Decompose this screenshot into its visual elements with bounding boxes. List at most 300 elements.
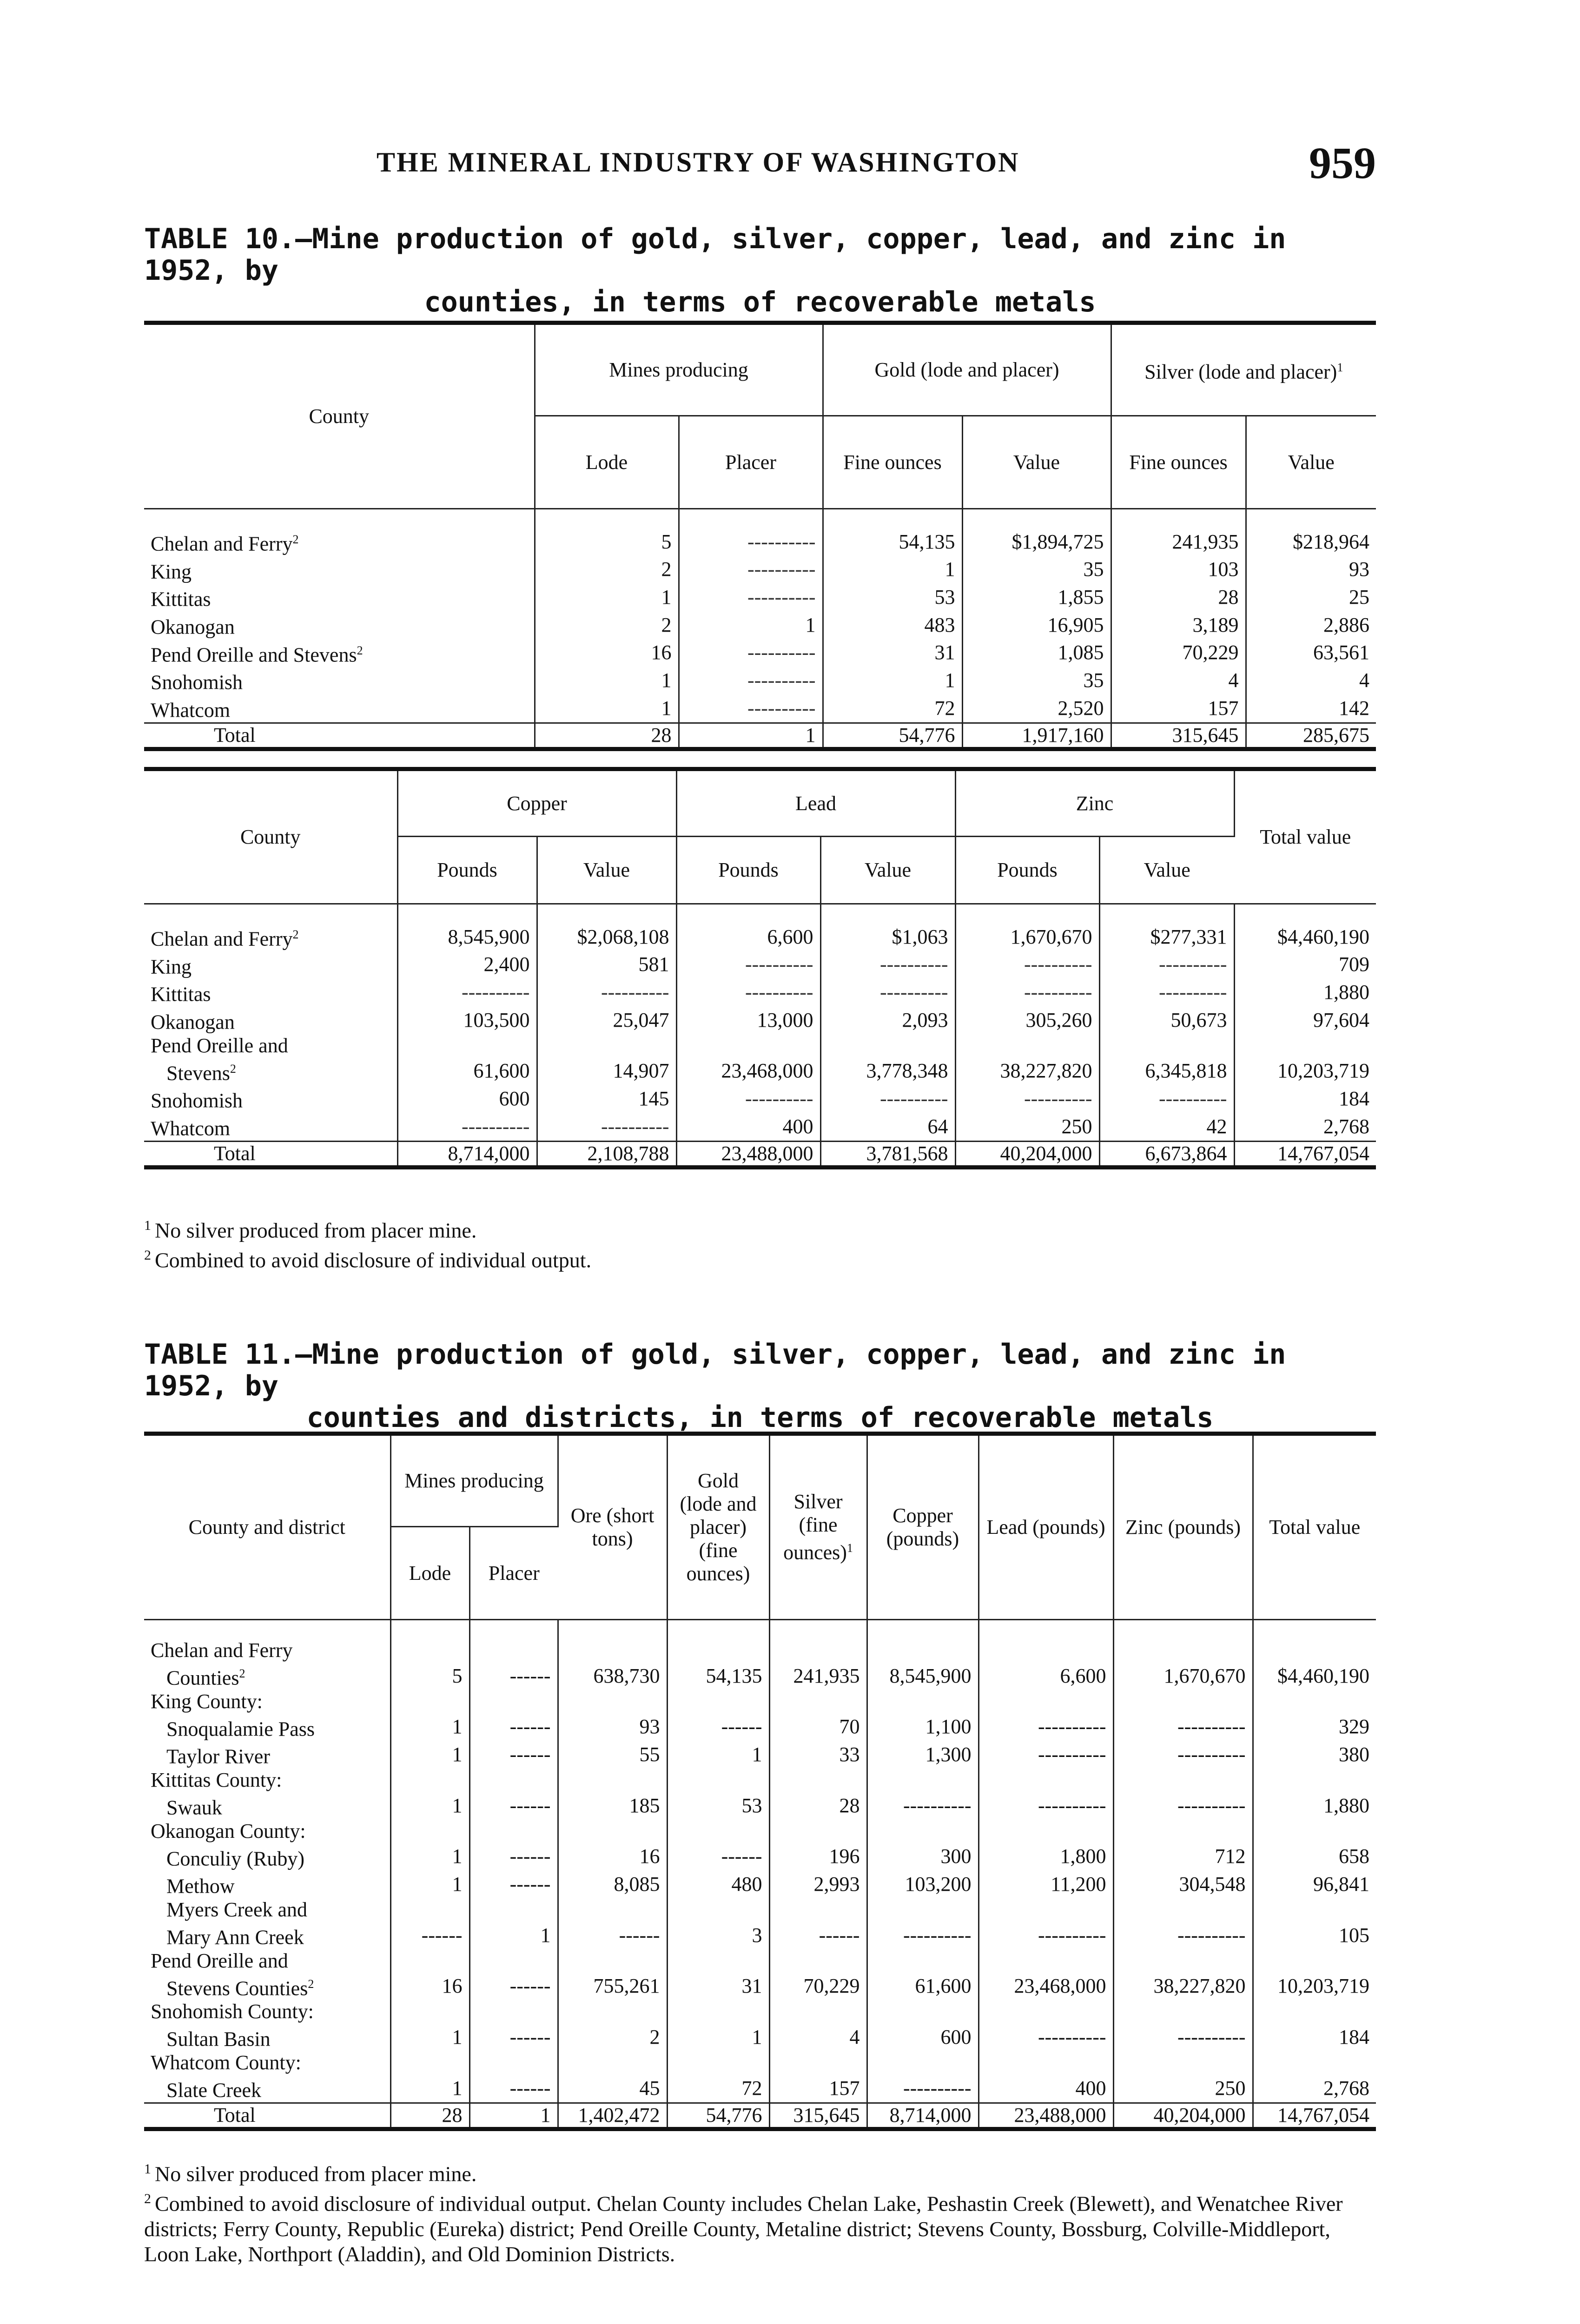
cell-gold: 480 [667,1870,769,1898]
cell-silver [769,1690,867,1713]
table-row [144,2051,1376,2074]
cell-lead [978,1639,1113,1662]
total-silver-value: 285,675 [1246,723,1376,749]
cell-lead [978,2051,1113,2074]
table11-caption-line2: counties and districts, in terms of recoverable metals [306,1401,1214,1434]
cell-ore [558,1769,667,1792]
cell-zinc [1113,1820,1253,1843]
lead-pounds: 6,600 [676,923,820,951]
cell-copper: 8,545,900 [867,1662,978,1690]
cell-lead [978,1949,1113,1973]
total-value: 1,880 [1323,981,1370,1004]
table-row [144,1949,1376,1973]
cell-ore [558,1820,667,1843]
cell-ore [558,1639,667,1662]
total-label: Total [144,2103,390,2129]
cell-total: $4,460,190 [1277,1664,1369,1687]
cell-ore [558,2000,667,2023]
cell-zinc: ---------- [1113,2023,1253,2051]
district-name: Chelan and Ferry [144,1639,390,1662]
cell-gold: 31 [667,1973,769,2000]
t10-gold-header: Gold (lode and placer) [823,323,1111,416]
district-name: King County: [144,1690,390,1713]
cell-copper [867,2000,978,2023]
table-row [144,1898,1376,1921]
cell-placer [469,1690,558,1713]
t10b-total-value-header: Total value [1234,769,1376,904]
total-lead: 23,488,000 [978,2103,1113,2129]
lead-pounds: 13,000 [676,1006,820,1034]
cell-lode [390,1639,469,1662]
lode-count: 5 [535,528,679,556]
t10-silver-header [1111,323,1376,416]
cell-lode: 1 [390,1792,469,1820]
cell-copper: 61,600 [867,1973,978,2000]
table-row [144,1085,1376,1113]
total-row [144,1141,1376,1167]
t11-lead-header: Lead (pounds) [978,1434,1113,1620]
silver-ounces: 70,229 [1111,639,1246,667]
gold-value: 1,855 [962,583,1111,611]
lode-count: 2 [535,611,679,639]
total-copper-value: 2,108,788 [537,1141,676,1167]
cell-lode [390,1898,469,1921]
t10-gold-oz-header: Fine ounces [823,416,962,509]
cell-gold [667,1898,769,1921]
cell-lead: ---------- [978,1792,1113,1820]
t10b-cu-pounds: Pounds [397,837,537,904]
copper-pounds: ---------- [397,1113,537,1141]
lead-value: ---------- [820,1085,955,1113]
county-name: King [144,951,397,979]
cell-ore: 638,730 [558,1662,667,1690]
cell-lode [390,1769,469,1792]
cell-gold: ------ [667,1713,769,1741]
cell-lead: 400 [978,2074,1113,2103]
cell-placer [469,1639,558,1662]
cell-ore [558,2051,667,2074]
cell-placer: ------ [469,1662,558,1690]
district-name: Kittitas County: [144,1769,390,1792]
cell-placer [469,2000,558,2023]
table-row [144,1713,1376,1741]
total-row [144,723,1376,749]
cell-copper [867,1639,978,1662]
cell-total [1253,1639,1376,1662]
table-row [144,2074,1376,2103]
cell-lode [390,1690,469,1713]
table-row [144,639,1376,667]
cell-copper: ---------- [867,1921,978,1949]
cell-total: 2,768 [1323,2076,1369,2100]
table11-body [144,1620,1376,2129]
zinc-pounds: ---------- [955,951,1099,979]
cell-gold: 54,135 [667,1662,769,1690]
running-title: THE MINERAL INDUSTRY OF WASHINGTON [377,147,1020,178]
county-name: King [144,556,535,584]
district-name: Sultan Basin [144,2023,390,2051]
zinc-pounds: 38,227,820 [955,1057,1099,1085]
gold-value: 1,085 [962,639,1111,667]
table-row [144,1769,1376,1792]
cell-lode: 1 [390,1741,469,1769]
cell-lead: ---------- [978,1741,1113,1769]
cell-gold [667,2000,769,2023]
total-total: 14,767,054 [1253,2103,1376,2129]
cell-gold: ------ [667,1843,769,1871]
cell-gold: 53 [667,1792,769,1820]
district-name: Conculiy (Ruby) [144,1843,390,1871]
total-label: Total [144,1141,397,1167]
t10b-zn-value: Value [1099,837,1234,904]
t10b-cu-value: Value [537,837,676,904]
total-silver: 315,645 [769,2103,867,2129]
total-label: Total [144,723,535,749]
gold-value: 2,520 [962,694,1111,723]
cell-silver [769,1898,867,1921]
zinc-value: $277,331 [1099,923,1234,951]
total-value: 10,203,719 [1277,1059,1370,1083]
table-row [144,1639,1376,1662]
cell-gold [667,1820,769,1843]
cell-silver [769,2000,867,2023]
county-name: Snohomish [144,667,535,694]
silver-ounces: 241,935 [1111,528,1246,556]
copper-pounds: 8,545,900 [397,923,537,951]
cell-lead [978,1898,1113,1921]
cell-ore: 93 [558,1713,667,1741]
cell-lead: 23,468,000 [978,1973,1113,2000]
county-name: Snohomish [144,1085,397,1113]
total-gold-value: 1,917,160 [962,723,1111,749]
table-row [144,1741,1376,1769]
zinc-value: ---------- [1099,951,1234,979]
lead-pounds: ---------- [676,951,820,979]
t10b-zinc-header: Zinc [955,769,1234,837]
district-name: Whatcom County: [144,2051,390,2074]
district-name: Pend Oreille and [144,1949,390,1973]
page-number: 959 [1309,138,1376,188]
cell-gold: 1 [667,2023,769,2051]
cell-lode: 5 [390,1662,469,1690]
total-zinc-pounds: 40,204,000 [955,1141,1099,1167]
district-name: Taylor River [144,1741,390,1769]
cell-ore [558,1898,667,1921]
table-row [144,1057,1376,1085]
table10-caption-line1: TABLE 10.—Mine production of gold, silver, copper, lead, and zinc in 1952, by [144,223,1286,287]
t10-silver-oz-header: Fine ounces [1111,416,1246,509]
cell-zinc [1113,1690,1253,1713]
placer-count: 1 [679,611,823,639]
cell-lead: 11,200 [978,1870,1113,1898]
lead-value: 3,778,348 [820,1057,955,1085]
table-row [144,1006,1376,1034]
lead-pounds: ---------- [676,1085,820,1113]
t10b-county-header: County [144,769,397,904]
cell-total: 10,203,719 [1277,1974,1369,1998]
cell-copper [867,1690,978,1713]
total-lead-pounds: 23,488,000 [676,1141,820,1167]
table-row [144,1034,1376,1057]
cell-gold [667,2051,769,2074]
t10-silver-fn: 1 [1337,361,1343,375]
table11-caption [144,1339,1376,1433]
silver-ounces: 4 [1111,667,1246,694]
cell-silver: 33 [769,1741,867,1769]
cell-placer [469,1769,558,1792]
table-row [144,2023,1376,2051]
district-name: Myers Creek and [144,1898,390,1921]
cell-silver: 241,935 [769,1662,867,1690]
cell-zinc [1113,1769,1253,1792]
table11-footnotes [144,2157,1376,2267]
table-row [144,528,1376,556]
copper-pounds: 600 [397,1085,537,1113]
total-lode: 28 [535,723,679,749]
cell-lead: ---------- [978,1921,1113,1949]
t11-county-header: County and district [144,1434,390,1620]
placer-count: ---------- [679,528,823,556]
cell-silver: 70 [769,1713,867,1741]
placer-count: ---------- [679,667,823,694]
cell-total [1253,1690,1376,1713]
cell-zinc: ---------- [1113,1741,1253,1769]
cell-placer: ------ [469,1870,558,1898]
county-name: Kittitas [144,978,397,1006]
copper-value: ---------- [537,978,676,1006]
county-name: Whatcom [144,694,535,723]
cell-placer: 1 [469,1921,558,1949]
total-total-value: 14,767,054 [1234,1141,1376,1167]
cell-copper: ---------- [867,1792,978,1820]
cell-total [1253,1949,1376,1973]
t10b-pb-value: Value [820,837,955,904]
cell-ore: 16 [558,1843,667,1871]
total-value: 709 [1339,953,1370,976]
cell-lode: ------ [390,1921,469,1949]
footnote: $^2$ Combined to avoid disclosure of individual output. Chelan County includes Chelan Lake, Peshastin Creek (Blewett), and Wenatchee River districts; Ferry County, Republic (Eureka) district; Pend Oreille County, Metaline district; Stevens County, Bossburg, Colville-Middleport, Loon Lake, Northport (Aladdin), and Old Dominion Districts. [144,2191,1343,2266]
total-lode: 28 [390,2103,469,2129]
total-gold: 54,776 [667,2103,769,2129]
table-row [144,556,1376,584]
table10-footnotes [144,1213,1376,1273]
cell-copper: 1,100 [867,1713,978,1741]
total-value: 2,768 [1323,1115,1370,1138]
gold-ounces: 72 [823,694,962,723]
table-row [144,1662,1376,1690]
cell-ore: ------ [558,1921,667,1949]
placer-count: ---------- [679,583,823,611]
silver-value: 4 [1359,669,1369,692]
copper-value: $2,068,108 [537,923,676,951]
copper-pounds: 2,400 [397,951,537,979]
placer-count: ---------- [679,639,823,667]
placer-count: ---------- [679,694,823,723]
cell-silver [769,1820,867,1843]
t11-total-header: Total value [1253,1434,1376,1620]
lode-count: 1 [535,667,679,694]
cell-placer: ------ [469,1713,558,1741]
cell-ore: 55 [558,1741,667,1769]
cell-zinc: 712 [1113,1843,1253,1871]
total-placer: 1 [679,723,823,749]
cell-gold: 72 [667,2074,769,2103]
zinc-pounds: 1,670,670 [955,923,1099,951]
copper-value: 581 [537,951,676,979]
footnote: $^2$ Combined to avoid disclosure of individual output. [144,1248,592,1272]
silver-value: 63,561 [1313,641,1369,664]
gold-value: 35 [962,556,1111,584]
silver-ounces: 103 [1111,556,1246,584]
cell-copper [867,1769,978,1792]
cell-copper: 600 [867,2023,978,2051]
district-name: Okanogan County: [144,1820,390,1843]
cell-zinc [1113,1898,1253,1921]
cell-lead [978,1769,1113,1792]
copper-value: 14,907 [537,1057,676,1085]
table10-caption-line2: counties, in terms of recoverable metals [424,286,1096,318]
county-name: Okanogan [144,611,535,639]
cell-total [1253,1769,1376,1792]
cell-gold [667,1769,769,1792]
cell-lead: ---------- [978,2023,1113,2051]
total-zinc-value: 6,673,864 [1099,1141,1234,1167]
gold-value: 16,905 [962,611,1111,639]
total-value: 97,604 [1313,1008,1370,1031]
district-name: Snohomish County: [144,2000,390,2023]
copper-pounds: ---------- [397,978,537,1006]
zinc-pounds: 250 [955,1113,1099,1141]
district-name: Methow [144,1870,390,1898]
cell-zinc: 250 [1113,2074,1253,2103]
silver-ounces: 157 [1111,694,1246,723]
cell-total: 658 [1339,1845,1369,1868]
lead-value: 2,093 [820,1006,955,1034]
table-row [144,923,1376,951]
t11-silver-header [769,1434,867,1620]
t10b-lead-header: Lead [676,769,955,837]
lode-count: 1 [535,583,679,611]
t11-mines-header: Mines producing [390,1434,558,1527]
table-row [144,1870,1376,1898]
t11-gold-header: Gold (lode and placer) (fine ounces) [667,1434,769,1620]
cell-copper: 1,300 [867,1741,978,1769]
cell-placer: ------ [469,1792,558,1820]
cell-lode [390,2051,469,2074]
running-head [144,138,1376,198]
district-name: Swauk [144,1792,390,1820]
cell-zinc: 1,670,670 [1113,1662,1253,1690]
cell-copper: 103,200 [867,1870,978,1898]
cell-silver: 4 [769,2023,867,2051]
copper-pounds: 61,600 [397,1057,537,1085]
t11-lode-header: Lode [390,1527,469,1620]
cell-placer: ------ [469,1843,558,1871]
table10-part2 [144,767,1376,1169]
cell-placer [469,1898,558,1921]
zinc-pounds: ---------- [955,1085,1099,1113]
zinc-value: ---------- [1099,978,1234,1006]
county-name: Whatcom [144,1113,397,1141]
cell-ore [558,1690,667,1713]
cell-ore: 2 [558,2023,667,2051]
cell-lead [978,1690,1113,1713]
district-name: Counties$^2$ [144,1662,390,1690]
cell-lode [390,1949,469,1973]
cell-zinc: ---------- [1113,1921,1253,1949]
table-row [144,1113,1376,1141]
cell-gold [667,1639,769,1662]
table-row [144,951,1376,979]
cell-lead: 6,600 [978,1662,1113,1690]
cell-copper [867,2051,978,2074]
cell-total: 105 [1339,1923,1369,1947]
cell-placer [469,2051,558,2074]
t10b-zn-pounds: Pounds [955,837,1099,904]
cell-lead [978,1820,1113,1843]
cell-silver: ------ [769,1921,867,1949]
cell-zinc: 38,227,820 [1113,1973,1253,2000]
cell-silver: 28 [769,1792,867,1820]
cell-gold [667,1949,769,1973]
table-row [144,667,1376,694]
zinc-value: 42 [1099,1113,1234,1141]
copper-value: ---------- [537,1113,676,1141]
zinc-value: 50,673 [1099,1006,1234,1034]
t10b-copper-header: Copper [397,769,676,837]
county-name: Okanogan [144,1006,397,1034]
cell-zinc [1113,2000,1253,2023]
table-row [144,1843,1376,1871]
cell-gold: 1 [667,1741,769,1769]
cell-silver: 70,229 [769,1973,867,2000]
zinc-pounds: ---------- [955,978,1099,1006]
total-copper-pounds: 8,714,000 [397,1141,537,1167]
cell-ore: 8,085 [558,1870,667,1898]
cell-lode: 1 [390,2074,469,2103]
cell-gold [667,1690,769,1713]
silver-ounces: 28 [1111,583,1246,611]
copper-pounds: 103,500 [397,1006,537,1034]
lode-count: 1 [535,694,679,723]
county-name: Chelan and Ferry$^2$ [144,528,535,556]
cell-total [1253,1820,1376,1843]
cell-lode: 1 [390,1870,469,1898]
cell-zinc: 304,548 [1113,1870,1253,1898]
cell-silver [769,1949,867,1973]
cell-zinc: ---------- [1113,1713,1253,1741]
total-zinc: 40,204,000 [1113,2103,1253,2129]
silver-ounces: 3,189 [1111,611,1246,639]
copper-value: 145 [537,1085,676,1113]
zinc-value: ---------- [1099,1085,1234,1113]
t10-silver-header-text: Silver (lode and placer) [1144,360,1337,383]
cell-zinc [1113,1639,1253,1662]
gold-ounces: 483 [823,611,962,639]
table-row [144,1973,1376,2000]
cell-copper: 300 [867,1843,978,1871]
cell-copper [867,1820,978,1843]
t10-lode-header: Lode [535,416,679,509]
t11-silver-fn: 1 [846,1541,853,1555]
cell-zinc [1113,2051,1253,2074]
cell-total: 329 [1339,1715,1369,1738]
table10-caption [144,223,1376,318]
t11-copper-header: Copper (pounds) [867,1434,978,1620]
copper-value: 25,047 [537,1006,676,1034]
t11-zinc-header: Zinc (pounds) [1113,1434,1253,1620]
cell-total: 1,880 [1323,1794,1369,1817]
